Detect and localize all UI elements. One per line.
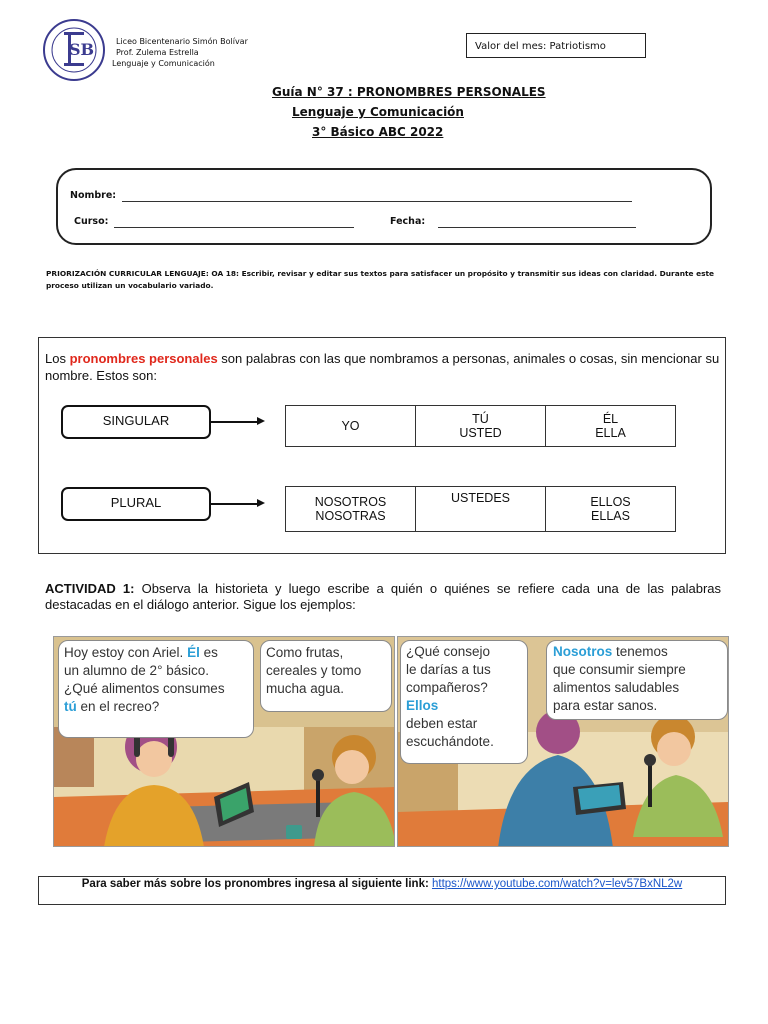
- definition-text: Los pronombres personales son palabras con las que nombramos a personas, animales o cosas, sin mencionar su nombre. Estos son:: [45, 351, 720, 383]
- name-label: Nombre:: [70, 190, 117, 201]
- arrow-right-icon: [257, 417, 265, 425]
- course-field[interactable]: [114, 227, 354, 228]
- guide-title: Guía N° 37 : PRONOMBRES PERSONALES: [272, 85, 546, 99]
- pronoun-cell: TÚ USTED: [416, 406, 546, 447]
- comic-panel-left: [53, 636, 395, 847]
- name-field[interactable]: [122, 201, 632, 202]
- value-of-month-box: [466, 33, 646, 58]
- speech-bubble-2-text: Como frutas, cereales y tomo mucha agua.: [266, 645, 362, 696]
- school-logo: [42, 18, 106, 82]
- more-info-text: Para saber más sobre los pronombres ingresa al siguiente link:: [81, 878, 432, 890]
- activity-label: ACTIVIDAD 1:: [45, 581, 135, 596]
- singular-label-box: [61, 405, 211, 439]
- singular-arrow: [211, 421, 259, 423]
- student-info-box: [56, 168, 712, 245]
- subject-title: Lenguaje y Comunicación: [292, 105, 464, 119]
- definition-box: [38, 337, 726, 554]
- teacher-name: Prof. Zulema Estrella: [116, 48, 199, 57]
- pronoun-cell: NOSOTROS NOSOTRAS: [286, 487, 416, 532]
- date-field[interactable]: [438, 227, 636, 228]
- singular-label: SINGULAR: [102, 413, 170, 428]
- pronoun-cell: ELLOS ELLAS: [546, 487, 676, 532]
- pronoun-cell: USTEDES: [416, 487, 546, 532]
- more-info-box: [38, 876, 726, 905]
- logo-letters: SB: [69, 40, 95, 59]
- course-label: Curso:: [74, 216, 109, 227]
- speech-bubble-3-text: ¿Qué consejo le darías a tus compañeros? Ellos deben estar escuchándote.: [406, 644, 494, 749]
- youtube-link[interactable]: https://www.youtube.com/watch?v=lev57BxNL2w: [431, 878, 683, 890]
- speech-bubble-4-text: Nosotros tenemos que consumir siempre alimentos saludables para estar sanos.: [553, 644, 686, 713]
- plural-label: PLURAL: [110, 495, 162, 510]
- singular-pronouns-table: [285, 405, 676, 447]
- plural-pronouns-table: [285, 486, 676, 532]
- grade-title: 3° Básico ABC 2022: [312, 125, 444, 139]
- speech-bubble-1-text: Hoy estoy con Ariel. Él es un alumno de 2° básico. ¿Qué alimentos consumes tú en el recreo?: [64, 645, 225, 714]
- value-of-month: Valor del mes: Patriotismo: [475, 41, 606, 52]
- curricular-priorization: PRIORIZACIÓN CURRICULAR LENGUAJE: OA 18: Escribir, revisar y editar sus textos para satisfacer un propósito y transmitir sus ideas con claridad. Durante este proceso utilizan un vocabulario variado.: [46, 269, 715, 290]
- highlight-term: pronombres personales: [69, 351, 218, 366]
- date-label: Fecha:: [390, 216, 426, 227]
- comic-panel-right: [397, 636, 729, 847]
- pronoun-cell: YO: [286, 406, 416, 447]
- pronoun-cell: ÉL ELLA: [546, 406, 676, 447]
- arrow-right-icon: [257, 499, 265, 507]
- school-name: Liceo Bicentenario Simón Bolívar: [116, 37, 248, 46]
- subject-name: Lenguaje y Comunicación: [112, 59, 215, 68]
- plural-arrow: [211, 503, 259, 505]
- plural-label-box: [61, 487, 211, 521]
- activity-instructions: ACTIVIDAD 1: Observa la historieta y luego escribe a quién o quiénes se refiere cada una de las palabras destacadas en el diálogo anterior. Sigue los ejemplos:: [45, 581, 721, 612]
